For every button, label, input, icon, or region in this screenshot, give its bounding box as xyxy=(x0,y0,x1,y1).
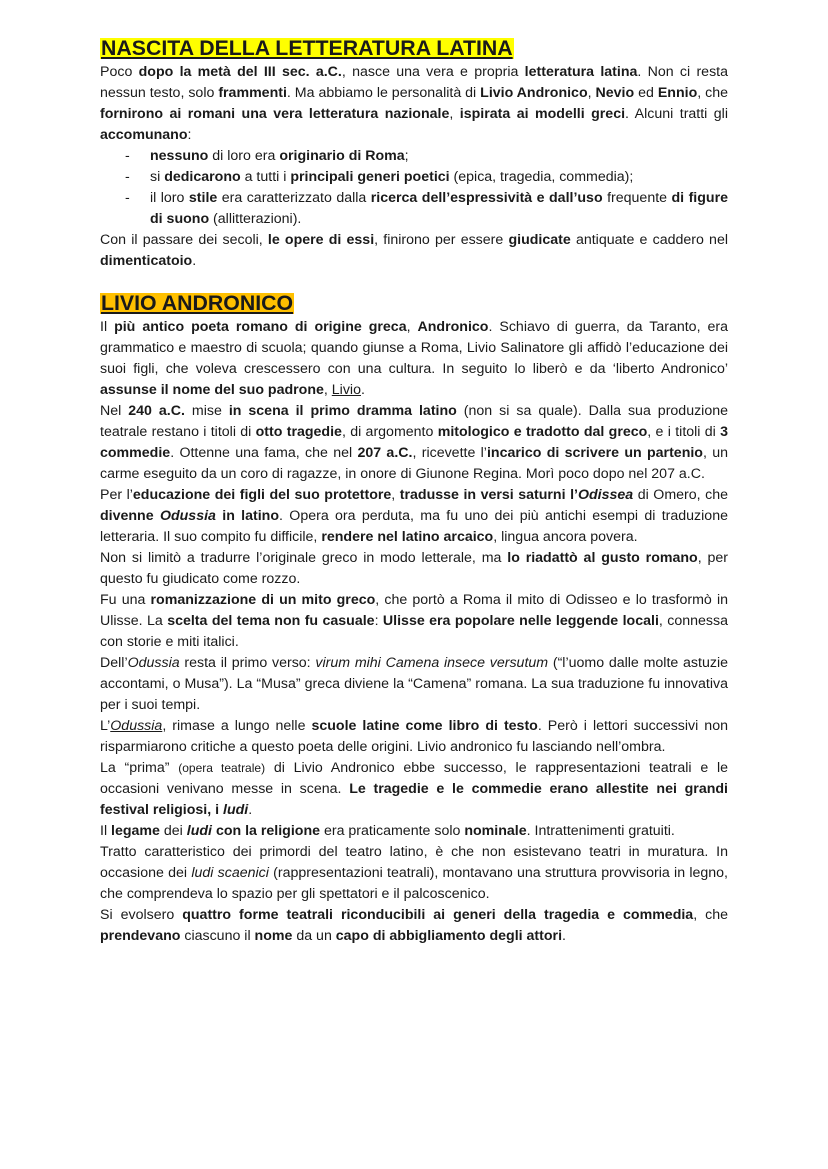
paragraph: Non si limitò a tradurre l’originale greco in modo letterale, ma lo riadattò al gusto romano, per questo fu giudicato come rozzo. xyxy=(100,550,729,587)
paragraph: Poco dopo la metà del III sec. a.C., nasce una vera e propria letteratura latina. Non ci resta nessun testo, solo frammenti. Ma abbiamo le personalità di Livio Andronico, Nevio ed Ennio, che fornirono ai romani una vera letteratura nazionale, ispirata ai modelli greci. Alcuni tratti gli accomunano: xyxy=(100,64,728,143)
list-item-text: si dedicarono a tutti i principali generi poetici (epica, tragedia, commedia); xyxy=(150,169,634,185)
section-nascita xyxy=(100,38,728,272)
paragraph: L’Odussia, rimase a lungo nelle scuole latine come libro di testo. Però i lettori successivi non risparmiarono critiche a questo poeta delle origini. Livio andronico fu lasciando nell’ombra. xyxy=(100,718,728,755)
paragraph: Fu una romanizzazione di un mito greco, che portò a Roma il mito di Odisseo e lo trasformò in Ulisse. La scelta del tema non fu casuale: Ulisse era popolare nelle leggende locali, connessa con storie e miti italici. xyxy=(100,592,728,650)
paragraph: Si evolsero quattro forme teatrali riconducibili ai generi della tragedia e commedia, che prendevano ciascuno il nome da un capo di abbigliamento degli attori. xyxy=(100,907,729,944)
paragraph: Tratto caratteristico dei primordi del teatro latino, è che non esistevano teatri in muratura. In occasione dei ludi scaenici (rappresentazioni teatrali), montavano una struttura provvisoria in legno, che comprendeva lo spazio per gli spettatori e il palcoscenico. xyxy=(100,844,728,902)
section-livio-andronico xyxy=(100,293,728,947)
section-heading-nascita: NASCITA DELLA LETTERATURA LATINA xyxy=(101,36,513,60)
list-item: - si dedicarono a tutti i principali generi poetici (epica, tragedia, commedia); xyxy=(125,169,634,185)
section-heading-livio: LIVIO ANDRONICO xyxy=(101,291,294,315)
list-item: - il loro stile era caratterizzato dalla ricerca dell’espressività e dall’uso frequente di figure di suono (allitterazioni). xyxy=(125,190,728,227)
list-item-text: nessuno di loro era originario di Roma; xyxy=(150,148,409,164)
paragraph: Il più antico poeta romano di origine greca, Andronico. Schiavo di guerra, da Taranto, era grammatico e maestro di scuola; quando giunse a Roma, Livio Salinatore gli affidò l’educazione dei suoi figli, che voleva crescessero con una cultura. In seguito lo liberò e da ‘liberto Andronico’ assunse il nome del suo padrone, Livio. xyxy=(100,319,728,398)
paragraph: Per l’educazione dei figli del suo protettore, tradusse in versi saturni l’Odissea di Omero, che divenne Odussia in latino. Opera ora perduta, ma fu uno dei più antichi esempi di traduzione letteraria. Il suo compito fu difficile, rendere nel latino arcaico, lingua ancora povera. xyxy=(100,487,729,545)
list-item: - nessuno di loro era originario di Roma; xyxy=(125,148,409,164)
paragraph: La “prima” (opera teatrale) di Livio Andronico ebbe successo, le rappresentazioni teatrali e le occasioni venivano messe in scena. Le tragedie e le commedie erano allestite nei grandi festival religiosi, i ludi. xyxy=(100,760,729,818)
paragraph: Con il passare dei secoli, le opere di essi, finirono per essere giudicate antiquate e caddero nel dimenticatoio. xyxy=(100,232,728,269)
paragraph: Il legame dei ludi con la religione era praticamente solo nominale. Intrattenimenti gratuiti. xyxy=(100,823,675,839)
paragraph: Dell’Odussia resta il primo verso: virum mihi Camena insece versutum (“l’uomo dalle molte astuzie accontami, o Musa”). La “Musa” greca diviene la “Camena” romana. La sua traduzione fu innovativa per i suoi tempi. xyxy=(100,655,728,713)
paragraph: Nel 240 a.C. mise in scena il primo dramma latino (non si sa quale). Dalla sua produzione teatrale restano i titoli di otto tragedie, di argomento mitologico e tradotto dal greco, e i titoli di 3 commedie. Ottenne una fama, che nel 207 a.C., ricevette l’incarico di scrivere un partenio, un carme eseguito da un coro di ragazze, in onore di Giunone Regina. Morì poco dopo nel 207 a.C. xyxy=(100,403,729,482)
list-item-text: il loro stile era caratterizzato dalla ricerca dell’espressività e dall’uso frequente di figure di suono (allitterazioni). xyxy=(150,190,728,227)
traits-list xyxy=(100,146,728,230)
